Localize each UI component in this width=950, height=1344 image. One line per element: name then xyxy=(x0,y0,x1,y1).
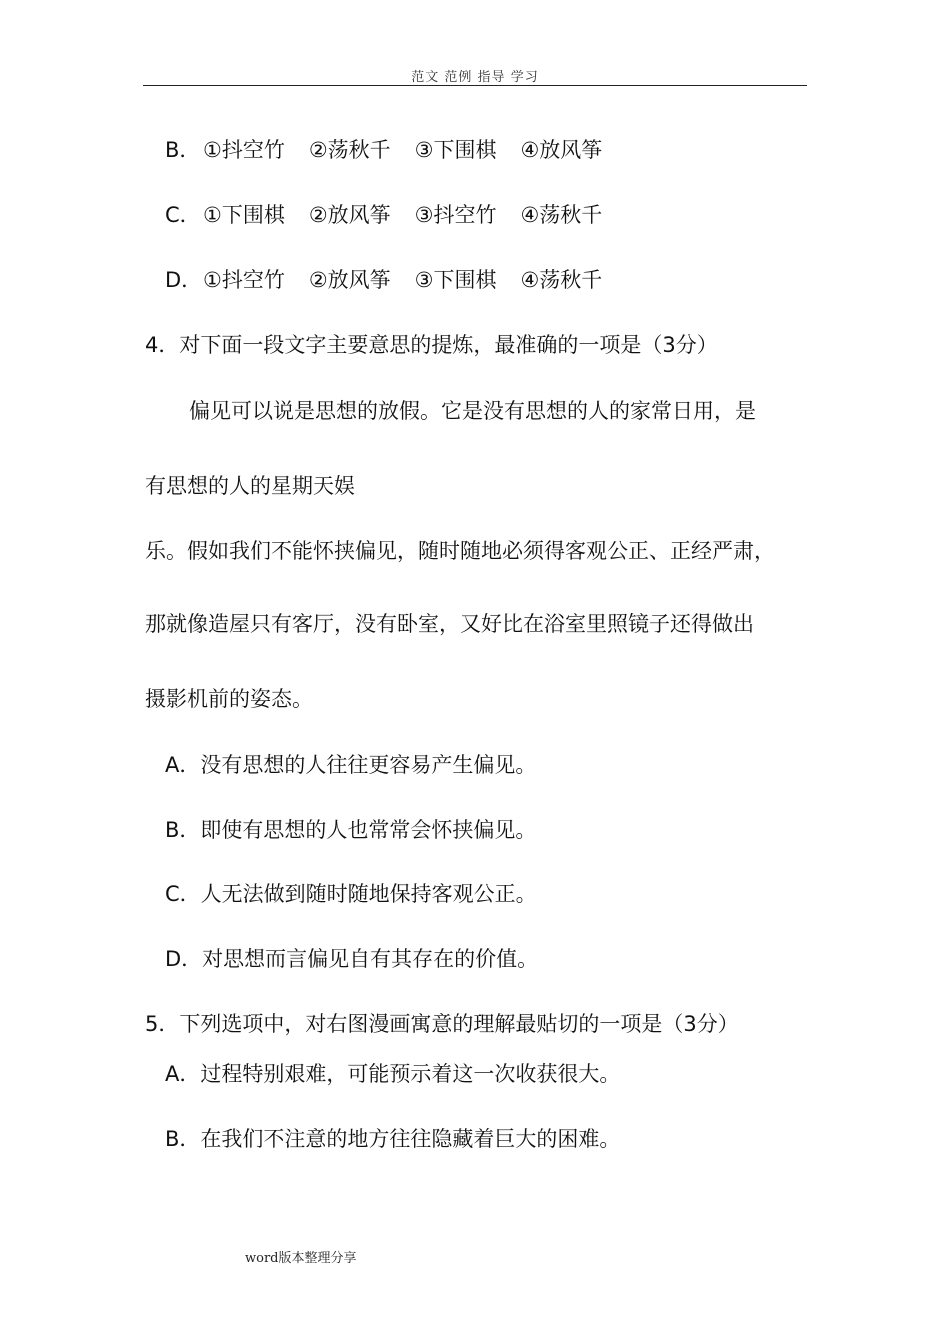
q4-passage-line: 乐。假如我们不能怀挟偏见，随时随地必须得客观公正、正经严肃， xyxy=(145,539,775,563)
q3-option-d xyxy=(165,270,626,291)
q3-option-c xyxy=(165,205,626,226)
header-rule xyxy=(143,85,807,86)
option-item: ①抖空竹 xyxy=(203,138,285,162)
q4-passage-line: 偏见可以说是思想的放假。它是没有思想的人的家常日用，是 xyxy=(189,399,756,423)
option-item: ①下围棋 xyxy=(203,203,285,227)
option-item: ②放风筝 xyxy=(308,268,391,292)
q4-option-b: B．即使有思想的人也常常会怀挟偏见。 xyxy=(165,818,537,842)
option-label: B． xyxy=(165,138,201,162)
q4-option-d: D．对思想而言偏见自有其存在的价值。 xyxy=(165,947,539,971)
q4-question: 4．对下面一段文字主要意思的提炼，最准确的一项是（3分） xyxy=(145,333,718,357)
option-item: ②放风筝 xyxy=(308,203,391,227)
page-header: 范文 范例 指导 学习 xyxy=(411,70,539,85)
page-footer: word版本整理分享 xyxy=(245,1251,357,1266)
q5-option-a: A．过程特别艰难，可能预示着这一次收获很大。 xyxy=(165,1062,621,1086)
q4-passage-line: 那就像造屋只有客厅，没有卧室，又好比在浴室里照镜子还得做出 xyxy=(145,612,754,636)
q4-passage-line: 摄影机前的姿态。 xyxy=(145,687,313,711)
option-item: ③下围棋 xyxy=(414,138,497,162)
option-label: D． xyxy=(165,268,203,292)
q3-option-b xyxy=(165,140,626,161)
option-label: C． xyxy=(165,203,201,227)
option-item: ③下围棋 xyxy=(414,268,497,292)
option-item: ①抖空竹 xyxy=(203,268,285,292)
option-item: ③抖空竹 xyxy=(414,203,497,227)
q4-option-c: C．人无法做到随时随地保持客观公正。 xyxy=(165,882,537,906)
q4-passage-line: 有思想的人的星期天娱 xyxy=(145,474,355,498)
q5-question: 5．下列选项中，对右图漫画寓意的理解最贴切的一项是（3分） xyxy=(145,1012,739,1036)
q4-option-a: A．没有思想的人往往更容易产生偏见。 xyxy=(165,753,537,777)
option-item: ②荡秋千 xyxy=(308,138,391,162)
option-item: ④荡秋千 xyxy=(520,203,603,227)
option-item: ④放风筝 xyxy=(520,138,603,162)
q5-option-b: B．在我们不注意的地方往往隐藏着巨大的困难。 xyxy=(165,1127,621,1151)
option-item: ④荡秋千 xyxy=(520,268,603,292)
